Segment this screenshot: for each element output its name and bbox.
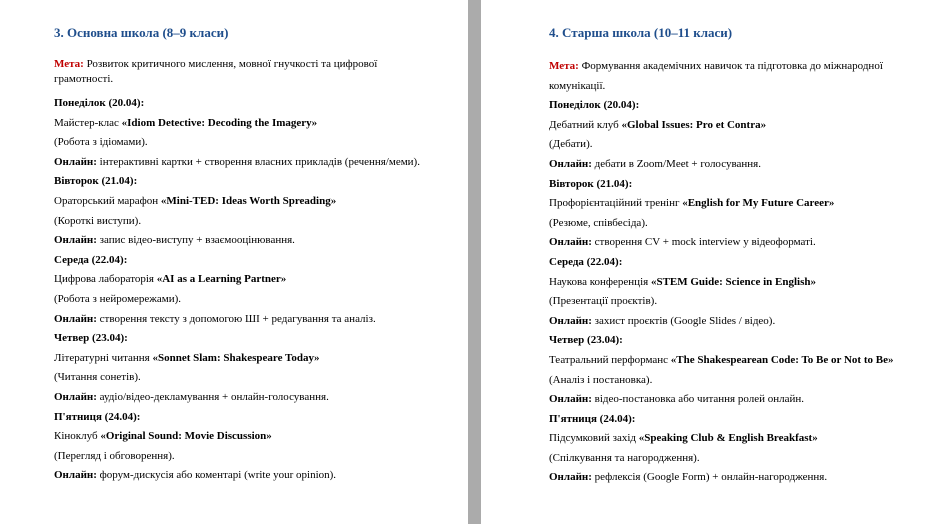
event-title: «AI as a Learning Partner» <box>156 273 287 286</box>
event-line <box>549 273 940 293</box>
online-text: форум-дискусія або коментарі (write your opinion). <box>96 469 337 482</box>
day-heading: Понеділок (20.04): <box>54 97 145 109</box>
online-text: аудіо/відео-декламування + онлайн-голосування. <box>96 390 329 403</box>
online-line <box>549 390 940 410</box>
online-line <box>54 231 468 251</box>
goal-text: Формування академічних навичок та підготовка до міжнародної комунікації. <box>549 60 883 92</box>
event-line <box>549 116 940 136</box>
day-heading: Четвер (23.04): <box>54 332 128 345</box>
event-description: (Резюме, співбесіда). <box>549 216 648 229</box>
section-heading: 3. Основна школа (8–9 класи) <box>54 25 229 40</box>
event-description: (Презентації проєктів). <box>549 295 658 308</box>
goal-paragraph <box>54 57 394 87</box>
online-line <box>54 310 468 330</box>
goal-label: Мета: <box>549 60 579 72</box>
online-label: Онлайн: <box>54 312 97 325</box>
online-line <box>54 388 468 408</box>
event-line <box>549 194 940 214</box>
online-text: рефлексія (Google Form) + онлайн-нагородження. <box>591 471 828 484</box>
day-heading: Середа (22.04): <box>54 253 128 266</box>
event-prefix: Наукова конференція <box>549 275 651 288</box>
event-prefix: Ораторський марафон <box>54 194 161 207</box>
event-description: (Дебати). <box>549 138 593 151</box>
online-line <box>549 312 940 332</box>
event-prefix: Кіноклуб <box>54 430 101 443</box>
goal-text: Розвиток критичного мислення, мовної гнучкості та цифрової грамотності. <box>54 58 378 85</box>
event-description: (Робота з нейромережами). <box>54 292 182 305</box>
event-line <box>549 351 940 371</box>
online-line <box>549 468 940 488</box>
day-heading: Четвер (23.04): <box>549 334 623 347</box>
event-description: (Читання сонетів). <box>54 371 141 384</box>
event-prefix: Майстер-клас <box>54 116 122 129</box>
online-label: Онлайн: <box>54 234 97 247</box>
online-text: запис відео-виступу + взаємооцінювання. <box>96 234 295 247</box>
event-title: «Original Sound: Movie Discussion» <box>100 430 272 443</box>
online-label: Онлайн: <box>549 236 592 249</box>
event-description: (Короткі виступи). <box>54 214 142 227</box>
online-text: створення тексту з допомогою ШІ + редагування та аналіз. <box>96 312 376 325</box>
event-description: (Спілкування та нагородження). <box>549 451 700 464</box>
event-title: «Sonnet Slam: Shakespeare Today» <box>152 351 320 364</box>
online-label: Онлайн: <box>549 157 592 170</box>
online-text: створення CV + mock interview у відеоформаті. <box>591 236 816 249</box>
event-line <box>54 114 468 134</box>
online-line <box>549 233 940 253</box>
document-page-left <box>0 0 468 524</box>
event-title: «Idiom Detective: Decoding the Imagery» <box>121 116 318 129</box>
event-prefix: Дебатний клуб <box>549 118 622 131</box>
event-prefix: Підсумковий захід <box>549 432 639 445</box>
day-heading: П'ятниця (24.04): <box>549 412 636 425</box>
online-line <box>54 153 468 173</box>
event-description: (Перегляд і обговорення). <box>54 449 175 462</box>
online-text: інтерактивні картки + створення власних прикладів (речення/меми). <box>96 155 420 168</box>
document-page-right <box>481 0 940 524</box>
online-label: Онлайн: <box>54 155 97 168</box>
event-description: (Робота з ідіомами). <box>54 136 148 149</box>
online-label: Онлайн: <box>54 390 97 403</box>
online-label: Онлайн: <box>54 469 97 482</box>
event-line <box>549 429 940 449</box>
event-prefix: Цифрова лабораторія <box>54 273 157 286</box>
event-line <box>54 349 468 369</box>
goal-label: Мета: <box>54 58 84 70</box>
event-prefix: Профорієнтаційний тренінг <box>549 197 683 210</box>
online-line <box>54 466 468 486</box>
event-prefix: Літературні читання <box>54 351 153 364</box>
day-heading: Вівторок (21.04): <box>549 177 633 190</box>
online-label: Онлайн: <box>549 393 592 406</box>
page-gap <box>468 0 481 524</box>
event-line <box>54 192 468 212</box>
day-heading: П'ятниця (24.04): <box>54 410 141 423</box>
event-prefix: Театральний перформанс <box>549 353 671 366</box>
event-title: «STEM Guide: Science in English» <box>650 275 816 288</box>
online-text: дебати в Zoom/Meet + голосування. <box>591 157 761 170</box>
event-description: (Аналіз і постановка). <box>549 373 653 386</box>
event-line <box>54 427 468 447</box>
online-line <box>549 155 940 175</box>
event-title: «Speaking Club & English Breakfast» <box>638 432 818 445</box>
event-title: «Mini-TED: Ideas Worth Spreading» <box>160 194 337 207</box>
event-line <box>54 270 468 290</box>
event-title: «The Shakespearean Code: To Be or Not to Be» <box>670 353 894 366</box>
day-heading: Понеділок (20.04): <box>549 99 640 112</box>
section-heading: 4. Старша школа (10–11 класи) <box>549 25 733 40</box>
online-label: Онлайн: <box>549 471 592 484</box>
online-label: Онлайн: <box>549 314 592 327</box>
online-text: захист проєктів (Google Slides / відео). <box>591 314 776 327</box>
day-heading: Вівторок (21.04): <box>54 175 138 188</box>
goal-paragraph <box>549 57 909 96</box>
event-title: «English for My Future Career» <box>682 197 835 210</box>
online-text: відео-постановка або читання ролей онлайн. <box>591 393 805 406</box>
day-heading: Середа (22.04): <box>549 255 623 268</box>
event-title: «Global Issues: Pro et Contra» <box>621 118 767 131</box>
